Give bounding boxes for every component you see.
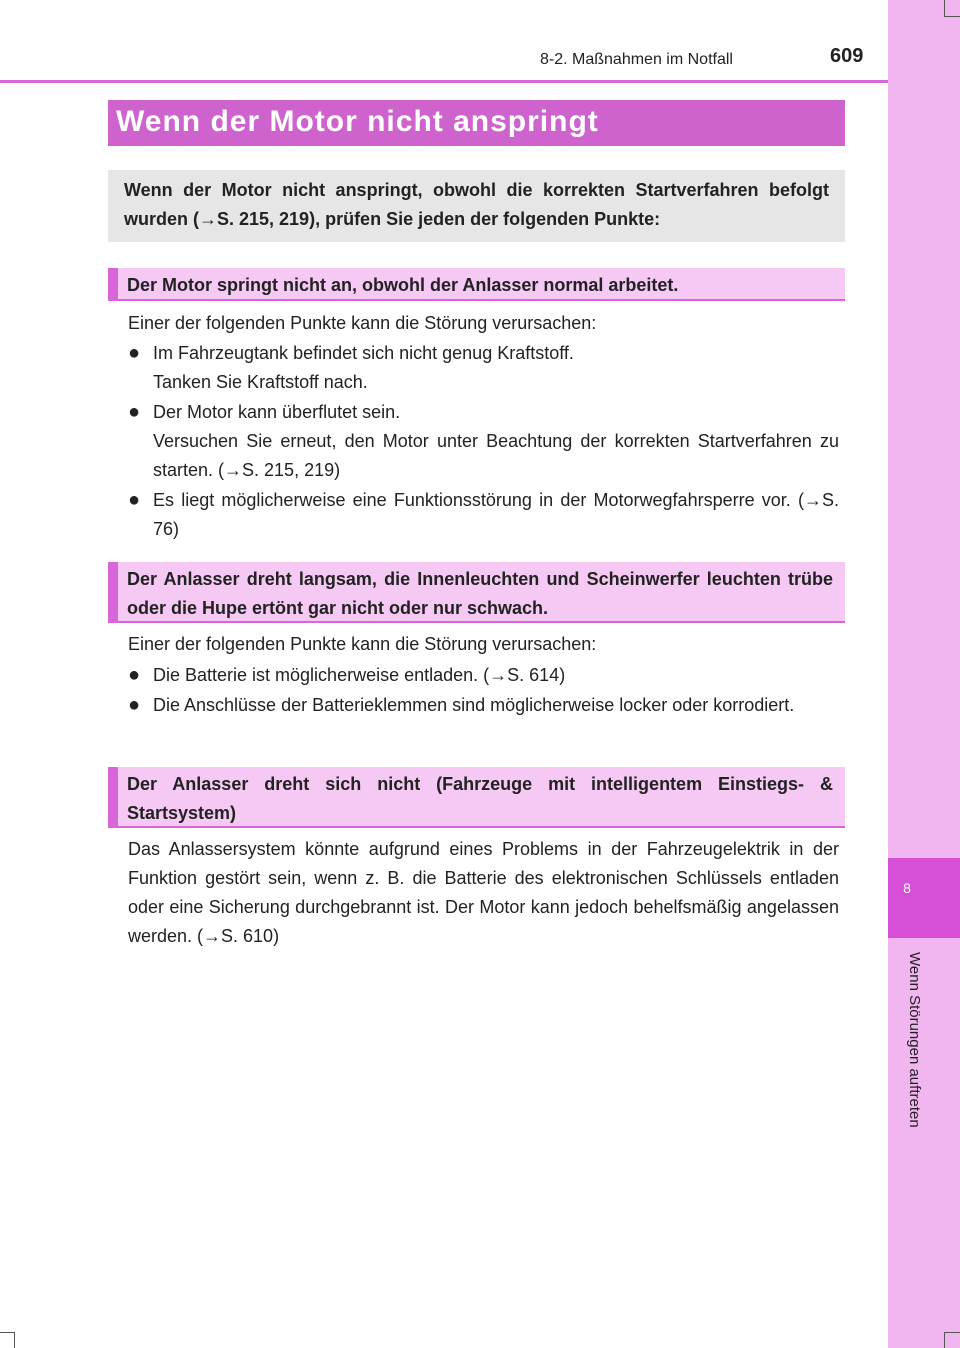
crop-mark	[0, 1332, 14, 1333]
bullet-icon: ●	[128, 401, 141, 423]
chapter-title: Wenn Störungen auftreten	[906, 952, 923, 1128]
page-number: 609	[830, 45, 864, 67]
section-lead-2: Einer der folgenden Punkte kann die Störung verursachen:	[128, 634, 597, 654]
bullet-icon: ●	[128, 694, 141, 716]
breadcrumb: 8-2. Maßnahmen im Notfall	[540, 51, 733, 68]
bullet-icon: ●	[128, 489, 141, 511]
section-body-3: Das Anlassersystem könnte aufgrund eines Problems in der Fahrzeugelektrik in der Funktion gestört sein, wenn z. B. die Batterie des elektronischen Schlüssels entladen oder eine Sicherung durchgebrannt ist. Der Motor kann jedoch behelfsmäßig angelassen werden. (→S. 610)	[128, 839, 839, 946]
list-item-text: Der Motor kann überflutet sein.	[153, 402, 401, 422]
list-item-subtext: Tanken Sie Kraftstoff nach.	[153, 372, 368, 392]
list-item-subtext: Versuchen Sie erneut, den Motor unter Beachtung der korrekten Startverfahren zu starten. (→S. 215, 219)	[153, 431, 839, 480]
list-item	[128, 398, 839, 485]
chapter-sidebar	[888, 0, 960, 1348]
chapter-tab	[888, 858, 960, 938]
bullet-icon: ●	[128, 664, 141, 686]
list-item-text: Im Fahrzeugtank befindet sich nicht genug Kraftstoff.	[153, 343, 574, 363]
intro-text: Wenn der Motor nicht anspringt, obwohl die korrekten Startverfahren befolgt wurden (→S. 215, 219), prüfen Sie jeden der folgenden Punkte:	[108, 170, 845, 242]
header-divider	[0, 80, 888, 83]
crop-mark	[944, 1332, 960, 1333]
crop-mark	[944, 16, 960, 17]
crop-mark	[944, 0, 945, 16]
list-item-text: Die Anschlüsse der Batterieklemmen sind möglicherweise locker oder korrodiert.	[153, 695, 795, 715]
list-item	[128, 339, 839, 397]
section-lead-1: Einer der folgenden Punkte kann die Störung verursachen:	[128, 313, 597, 333]
crop-mark	[944, 1332, 945, 1348]
section-heading-3: Der Anlasser dreht sich nicht (Fahrzeuge mit intelligentem Einstiegs- & Startsystem)	[108, 767, 845, 828]
page-title: Wenn der Motor nicht anspringt	[108, 100, 845, 146]
list-item	[128, 691, 839, 720]
list-item-text: Die Batterie ist möglicherweise entladen. (→S. 614)	[153, 665, 566, 685]
chapter-number: 8	[903, 880, 911, 896]
list-item-text: Es liegt möglicherweise eine Funktionsstörung in der Motorwegfahrsperre vor. (→S. 76)	[153, 490, 839, 539]
bullet-icon: ●	[128, 342, 141, 364]
section-heading-1: Der Motor springt nicht an, obwohl der Anlasser normal arbeitet.	[108, 268, 845, 301]
crop-mark	[14, 1332, 15, 1348]
list-item	[128, 486, 839, 544]
list-item	[128, 661, 839, 690]
section-heading-2: Der Anlasser dreht langsam, die Innenleuchten und Scheinwerfer leuchten trübe oder die Hupe ertönt gar nicht oder nur schwach.	[108, 562, 845, 623]
